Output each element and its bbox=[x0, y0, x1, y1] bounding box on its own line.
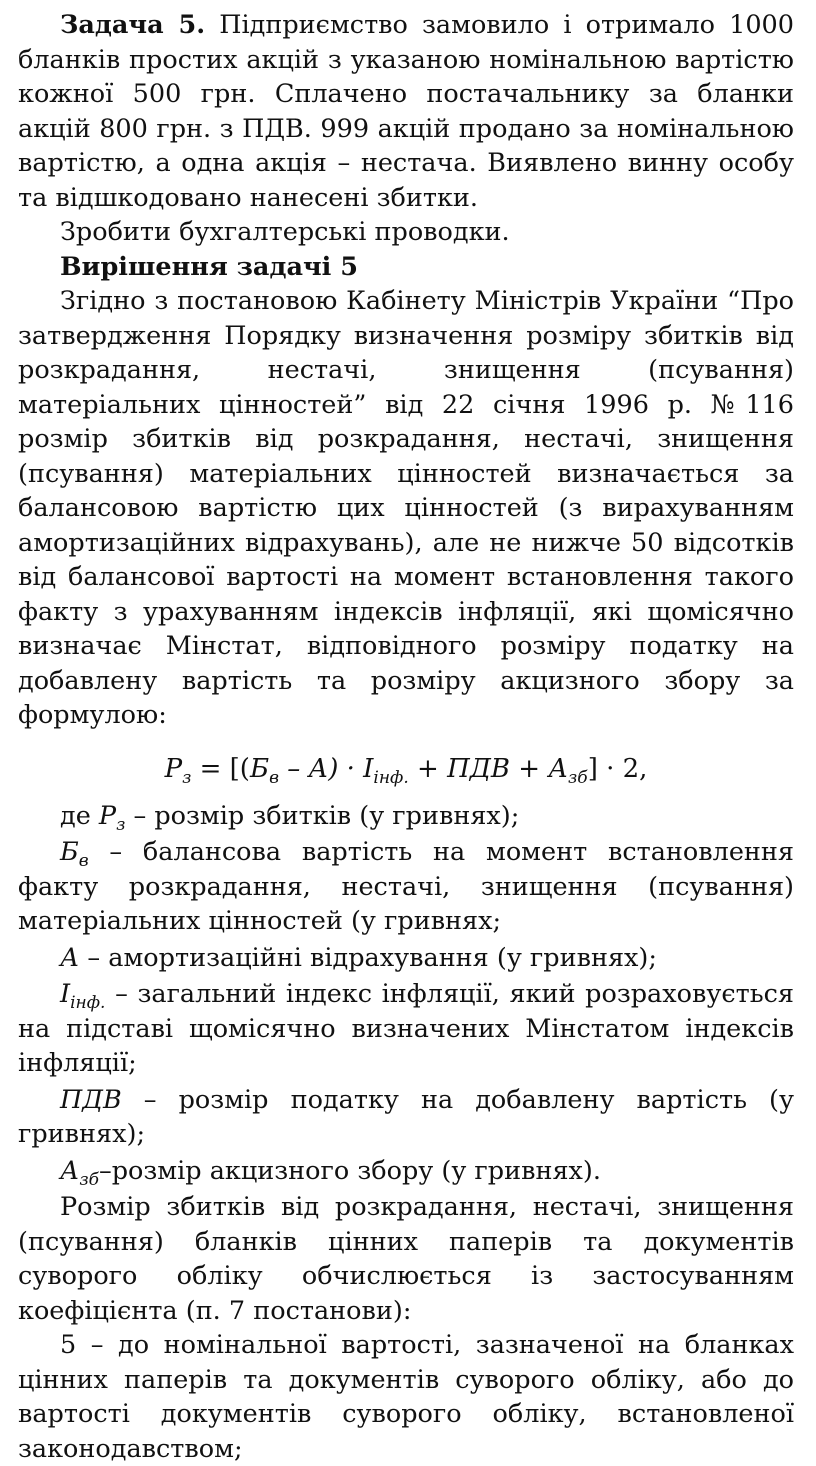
rule-paragraph: Розмір збитків від розкрадання, нестачі, знищення (псування) бланків цінних паперів та документів суворого обліку обчислюється із застосуванням коефіцієнта (п. 7 постанови): bbox=[18, 1192, 794, 1326]
task-instruction: Зробити бухгалтерські проводки. bbox=[60, 217, 510, 247]
solution-paragraph: Згідно з постановою Кабінету Міністрів України “Про затвердження Порядку визначення розміру збитків від розкрадання, нестачі, знищення (псування) матеріальних цінностей” від 22 січня 1996 р. №116 розмір збитків від розкрадання, нестачі, знищення (псування) матеріальних цінностей визначається за балансовою вартістю цих цінностей (з вирахуванням амортизаційних відрахувань), але не нижче 50 відсотків від балансової вартості на момент встановлення такого факту з урахуванням індексів інфляції, які щомісячно визначає Мінстат, відповідного розміру податку на добавлену вартість та розміру акцизного збору за формулою: bbox=[18, 286, 794, 730]
legend-b: $Б_в$ – балансова вартість на момент встановлення факту розкрадання, нестачі, знищення (псування) матеріальних цінностей (у гривнях; bbox=[18, 837, 794, 936]
legend-p: де $Р_з$ – розмір збитків (у гривнях); bbox=[60, 800, 520, 835]
legend-a: А – амортизаційні відрахування (у гривнях); bbox=[60, 942, 657, 973]
damage-formula: $Р_з = [(Б_в - А) \cdot І_{інф.}$ + ПДВ + $А_{зб}] \cdot 2$, bbox=[164, 753, 648, 788]
legend-az: $А_{зб}$–розмір акцизного збору (у гривнях). bbox=[60, 1155, 601, 1190]
task-paragraph bbox=[18, 8, 794, 215]
item-5: 5 – до номінальної вартості, зазначеної на бланках цінних паперів та документів суворого обліку, або до вартості документів суворого обліку, встановленої законодавством; bbox=[18, 1330, 794, 1464]
formula-legend bbox=[18, 799, 794, 1189]
legend-vat: ПДВ – розмір податку на добавлену вартість (у гривнях); bbox=[18, 1084, 794, 1149]
solution-heading: Вирішення задачі 5 bbox=[60, 251, 358, 282]
task-text: Підприємство замовило і отримало 1000 бланків простих акцій з указаною номінальною вартістю кожної 500 грн. Сплачено постачальнику за бланки акцій 800 грн. з ПДВ. 999 акцій продано за номінальною вартістю, а одна акція – нестача. Виявлено винну особу та відшкодовано нанесені збитки. bbox=[18, 10, 794, 213]
legend-i: $І_{інф.}$ – загальний індекс інфляції, який розраховується на підставі щомісячно визначених Мінстатом індексів інфляції; bbox=[18, 979, 794, 1078]
task-heading: Задача 5. bbox=[60, 10, 206, 40]
